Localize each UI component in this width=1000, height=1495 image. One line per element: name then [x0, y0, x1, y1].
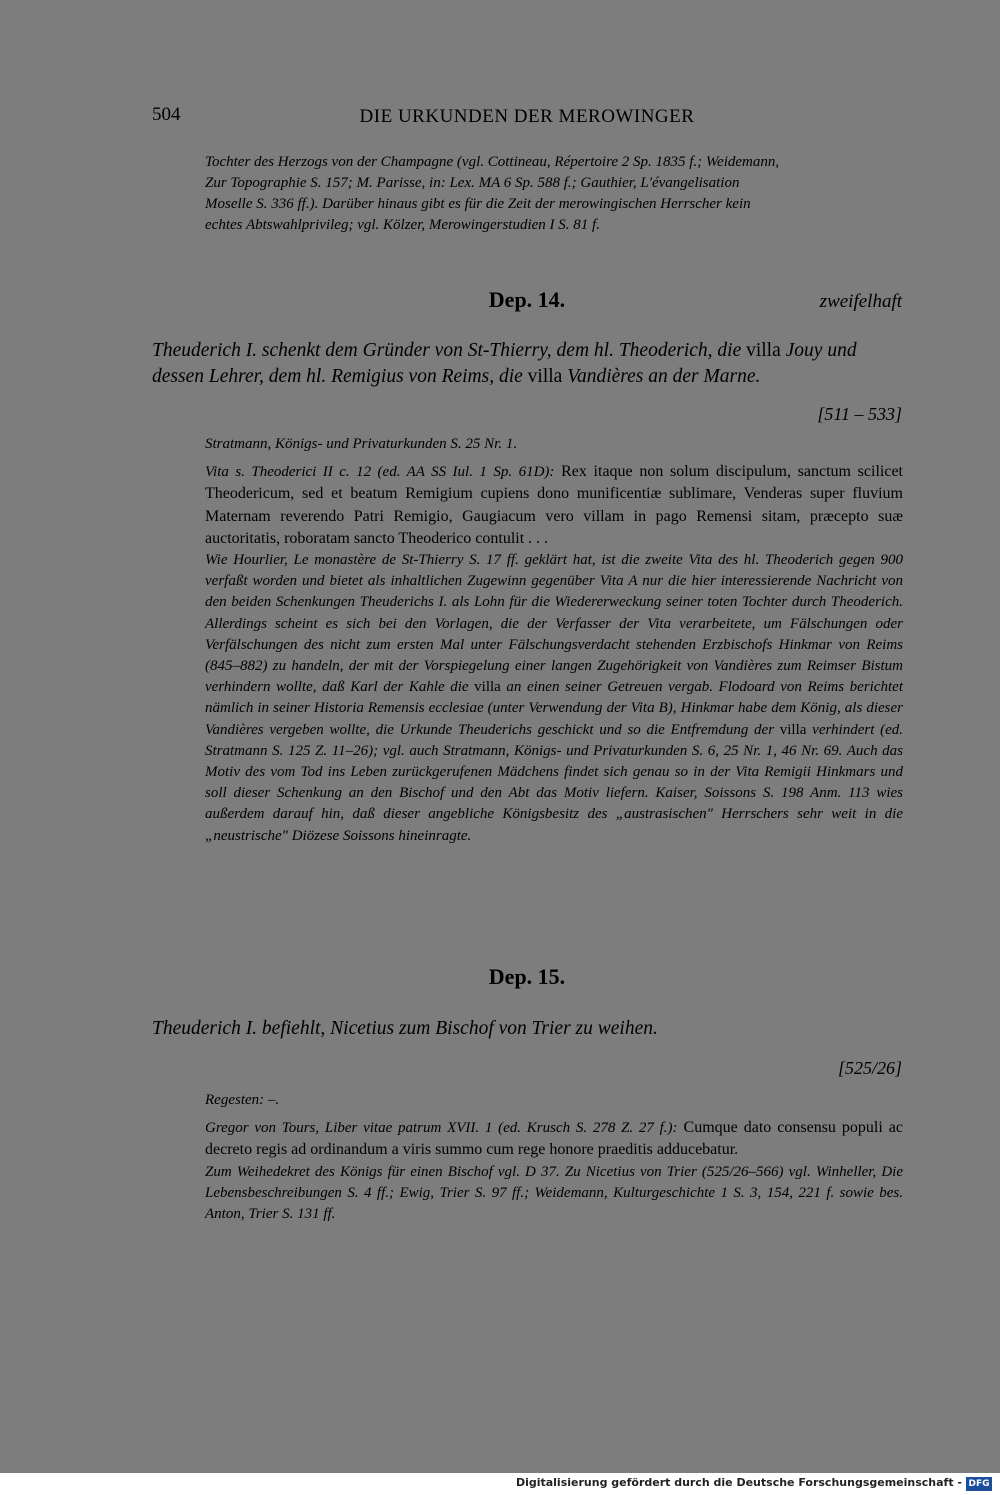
dfg-logo-icon: DFG [966, 1477, 992, 1491]
intro-line: Zur Topographie S. 157; M. Parisse, in: Lex. MA 6 Sp. 588 f.; Gauthier, L'évangelisation [205, 175, 740, 191]
dep14-heading [152, 287, 902, 319]
footer-bar [0, 1473, 1000, 1495]
dep14-reference: Stratmann, Königs- und Privaturkunden S. 25 Nr. 1. [205, 436, 518, 452]
summary-text: Vandières an der Marne. [562, 366, 761, 387]
intro-paragraph [205, 152, 903, 236]
commentary-term: villa [474, 679, 501, 696]
intro-line: Tochter des Herzogs von der Champagne (vgl. Cottineau, Répertoire 2 Sp. 1835 f.; Weidemann, [205, 154, 780, 170]
dep15-heading [152, 964, 902, 996]
dep14-commentary [205, 550, 903, 847]
commentary-text: Wie Hourlier, Le monastère de St-Thierry S. 17 ff. geklärt hat, ist die zweite Vita des hl. Theoderich gegen 900 verfaßt worden und bietet als inhaltlichen Zugewinn gegenüber Vita A nur die hier interessierende Nachricht von den beiden Schenkungen Theuderichs I. als Lohn für die Wiedererweckung seiner toten Tochter durch Theoderich. Allerdings scheint es sich bei den Vorlagen, die der Verfasser der Vita verarbeitete, um Fälschungen oder Verfälschungen des nicht zum ersten Mal unter Fälschungsverdacht stehenden Erzbischofs Hinkmar von Reims (845–882) zu handeln, der mit der Vorspiegelung einer langen Zugehörigkeit von Vandières zum Reimser Bistum verhindern wollte, daß Karl der Kahle die [205, 552, 903, 696]
intro-line: echtes Abtswahlprivileg; vgl. Kölzer, Merowingerstudien I S. 81 f. [205, 217, 600, 233]
dep15-apparatus [205, 1090, 903, 1225]
dep14-apparatus [205, 434, 903, 847]
dep15-date: [525/26] [837, 1058, 902, 1078]
dep15-commentary: Zum Weihedekret des Königs für einen Bischof vgl. D 37. Zu Nicetius von Trier (525/26–566) vgl. Winheller, Die Lebensbeschreibungen S. 4 ff.; Ewig, Trier S. 97 ff.; Weidemann, Kulturgeschichte 1 S. 3, 154, 221 f. sowie bes. Anton, Trier S. 131 ff. [205, 1163, 903, 1223]
commentary-text: verhindert (ed. Stratmann S. 125 Z. 11–26); vgl. auch Stratmann, Königs- und Privaturkunden S. 6, 25 Nr. 1, 46 Nr. 69. Auch das Motiv des vom Tod ins Leben zurückgerufenen Mädchens findet sich genau so in der Vita Remigii Hinkmars und soll dieser Schenkung an den Bischof und den Abt das Motiv liefern. Kaiser, Soissons S. 198 Anm. 113 wies außerdem darauf hin, daß dieser angebliche Königsbesitz des „austrasischen" Herrschers sehr weit in die „neustrische" Diözese Soissons hineinragte. [205, 721, 903, 844]
dep14-authenticity-note: zweifelhaft [819, 291, 902, 312]
page-header [152, 104, 902, 134]
summary-term: villa [746, 340, 781, 361]
dep15-title: Dep. 15. [488, 964, 566, 989]
quote-text: Cumque dato consensu populi ac decreto regis ad ordinandum a viris summo cum rege honore praeditis adducebatur. [205, 1119, 904, 1159]
dep14-summary [152, 338, 902, 390]
dep14-quote [205, 461, 903, 550]
dep15-regesten: Regesten: –. [205, 1092, 280, 1108]
funding-note: Digitalisierung gefördert durch die Deutsche Forschungsgemeinschaft - [515, 1476, 962, 1489]
quote-text: Rex itaque non solum discipulum, sanctum scilicet Theodericum, sed et beatum Remigium cupiens dono munificentiæ sublimare, Venderas super fluvium Maternam reverendo Patri Remigio, Gaugiacum vero villam in pago Remensi sitam, præcepto suæ auctoritatis, roboratam sancto Theoderico contulit . . . [205, 463, 903, 547]
dep14-date: [511 – 533] [817, 404, 902, 424]
quote-source: Vita s. Theoderici II c. 12 (ed. AA SS Iul. 1 Sp. 61D): [205, 464, 555, 481]
commentary-text: an einen seiner Getreuen vergab. Flodoard von Reims berichtet nämlich in seiner Historia Remensis ecclesiae (unter Verwendung der Vita B), Hinkmar habe dem König, als dieser Vandières vergeben wollte, die Urkunde Theuderichs geschickt und so die Entfremdung der [205, 679, 903, 738]
running-title: DIE URKUNDEN DER MEROWINGER [359, 106, 695, 127]
page-number: 504 [152, 104, 181, 125]
summary-text: Theuderich I. schenkt dem Gründer von St-Thierry, dem hl. Theoderich, die [152, 340, 747, 361]
summary-term: villa [527, 366, 563, 387]
quote-source: Gregor von Tours, Liber vitae patrum XVII. 1 (ed. Krusch S. 278 Z. 27 f.): [205, 1120, 678, 1137]
summary-text: Jouy und dessen Lehrer, dem hl. Remigius von Reims, die [152, 340, 857, 387]
commentary-term: villa [779, 721, 807, 738]
intro-line: Moselle S. 336 ff.). Darüber hinaus gibt es für die Zeit der merowingischen Herrscher kein [205, 196, 751, 212]
dep15-quote [205, 1117, 903, 1161]
dep14-title: Dep. 14. [488, 287, 566, 312]
dep15-summary: Theuderich I. befiehlt, Nicetius zum Bischof von Trier zu weihen. [152, 1018, 658, 1039]
